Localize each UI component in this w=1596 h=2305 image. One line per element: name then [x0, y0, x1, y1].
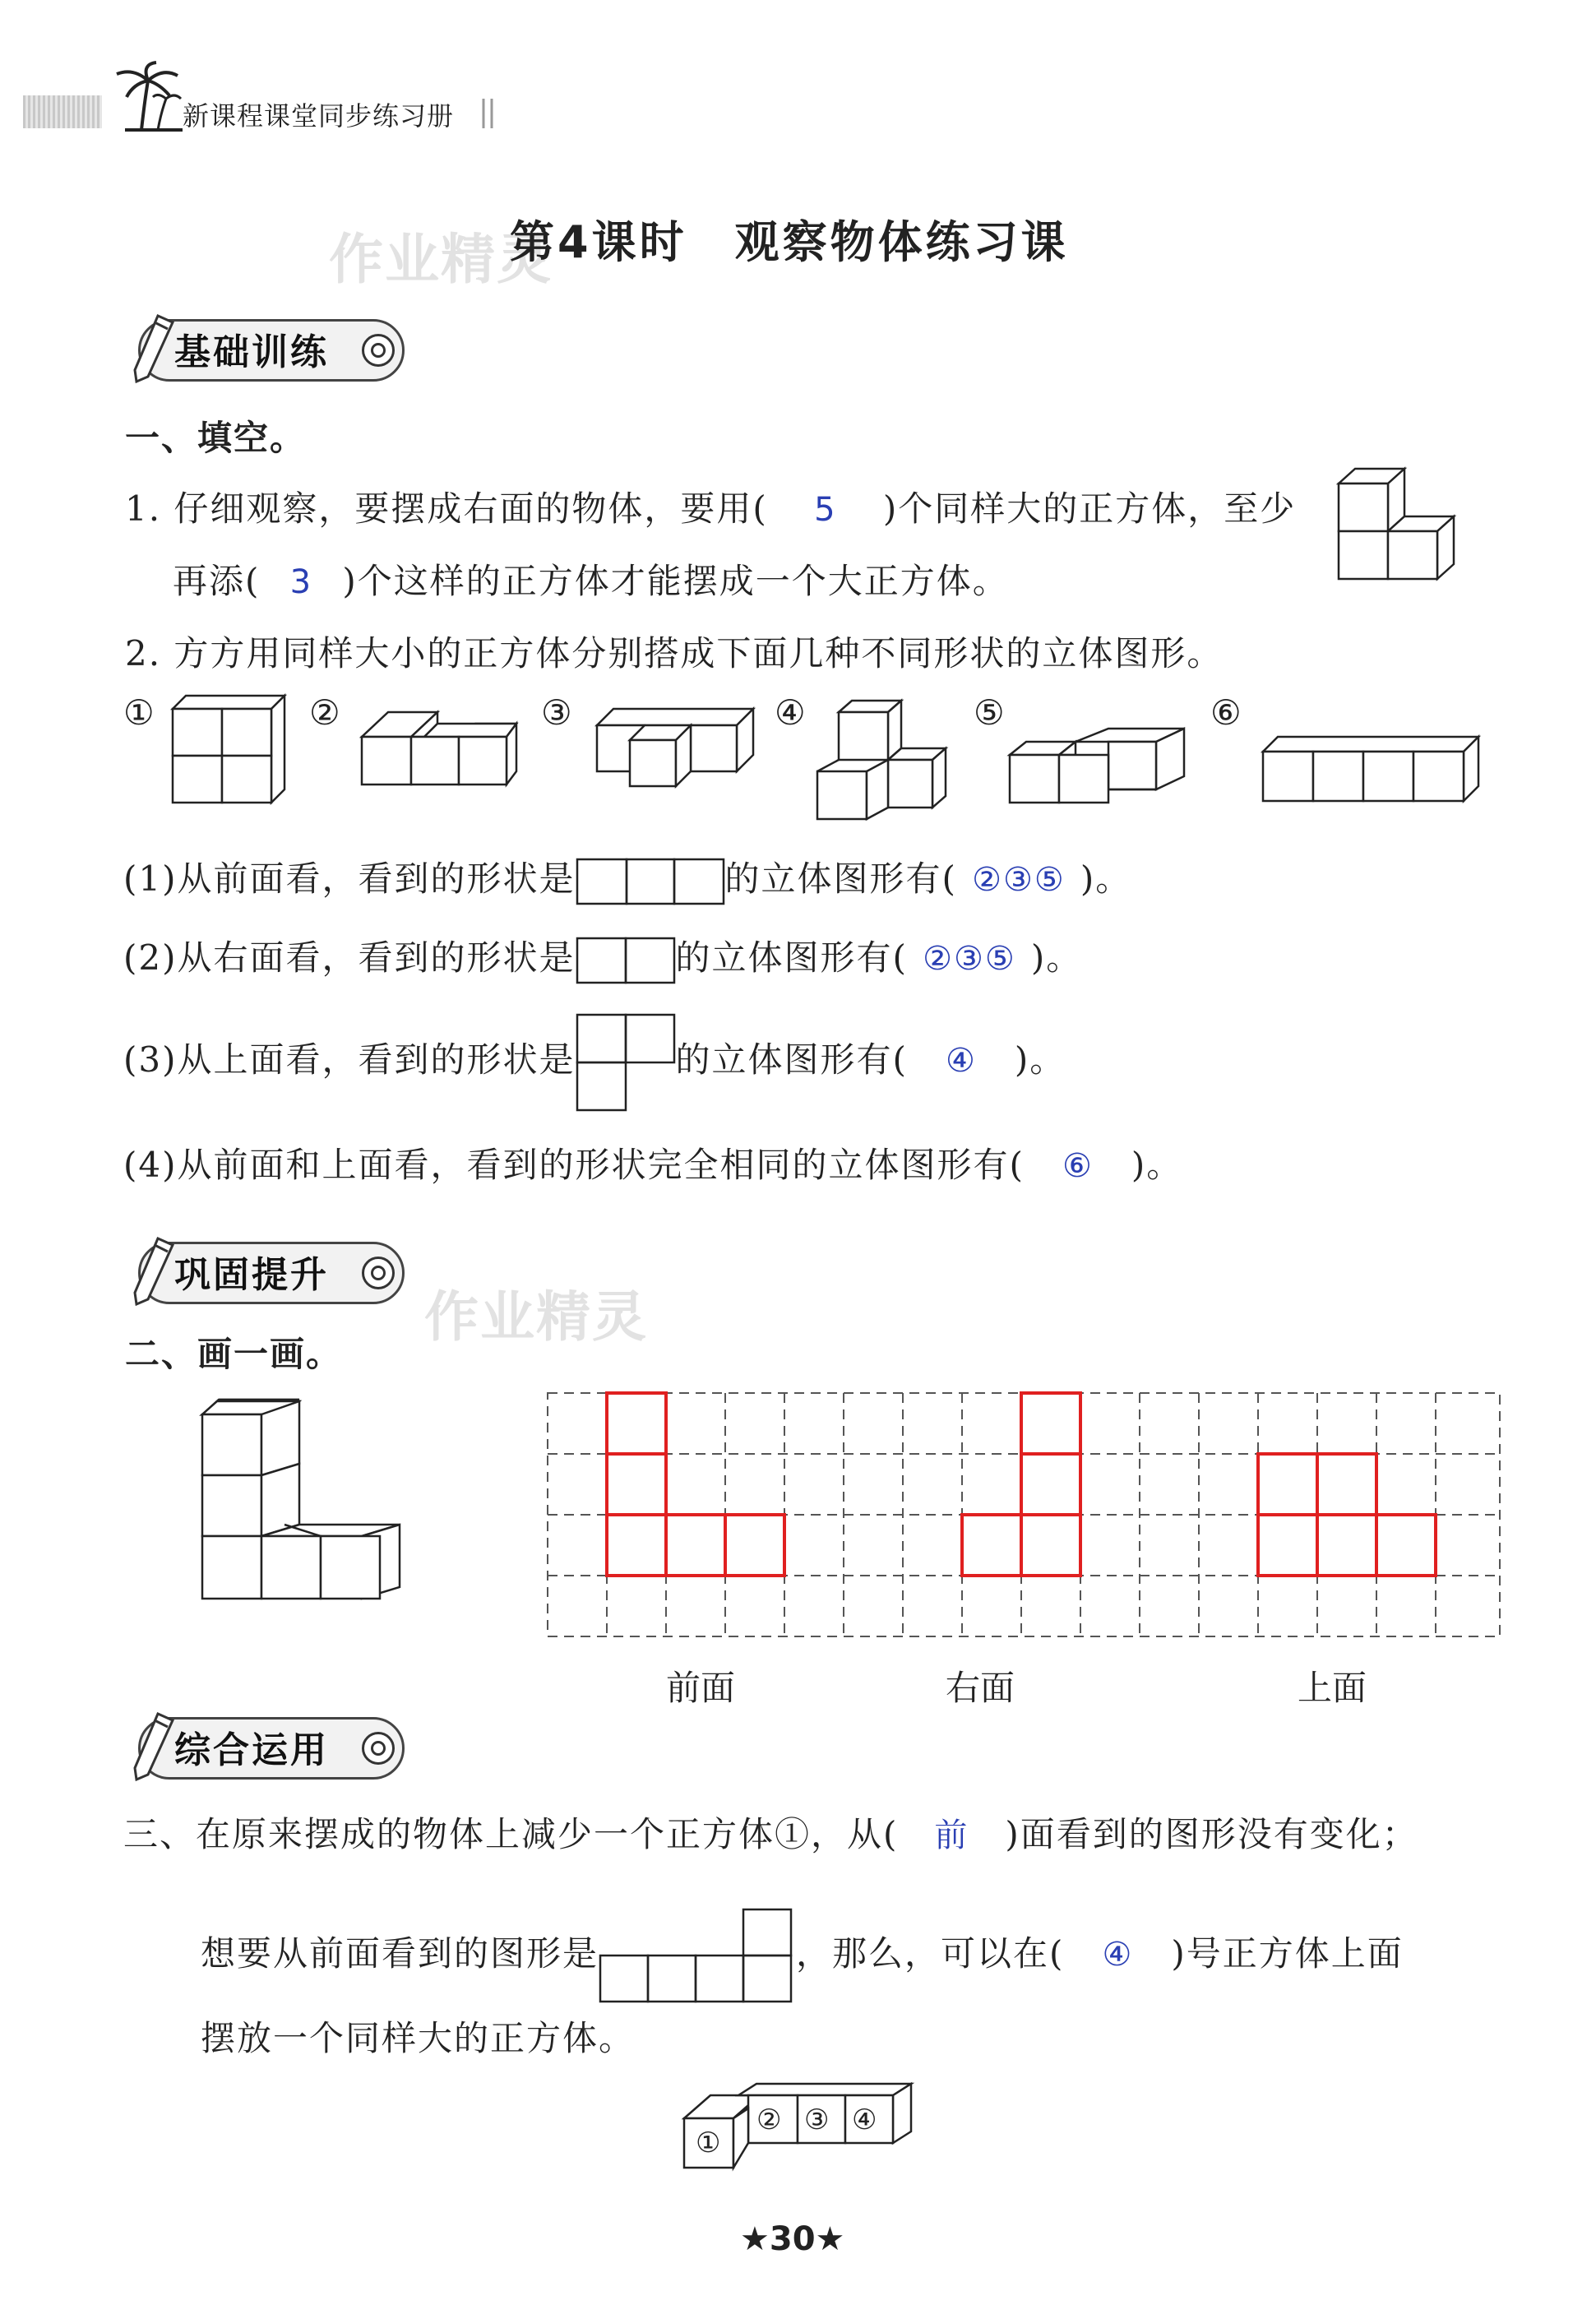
answer-front-view — [607, 1393, 784, 1576]
header-decoration — [23, 95, 102, 128]
figure-1 — [168, 691, 291, 806]
cube-label-1: ① — [696, 2127, 721, 2159]
part2-heading: 二、画一画。 — [125, 1334, 343, 1374]
sub-answer-4: ⑥ — [1062, 1147, 1094, 1185]
sub-answer-2: ②③⑤ — [923, 940, 1016, 978]
section-badge-comprehensive: 综合运用 — [120, 1709, 408, 1781]
cube-label-3: ③ — [804, 2104, 830, 2136]
answer-top-view — [1258, 1454, 1436, 1576]
part2-cube-figure — [194, 1398, 408, 1636]
shape-three-squares — [576, 858, 725, 905]
palm-tree-icon — [109, 59, 183, 133]
figure-label-3: ③ — [541, 692, 574, 733]
figure-2 — [355, 699, 520, 798]
shape-two-squares — [576, 937, 676, 984]
figure-label-2: ② — [309, 692, 342, 733]
view-label-front: 前面 — [666, 1668, 736, 1708]
figure-label-1: ① — [123, 692, 156, 733]
header-divider — [479, 97, 498, 130]
figure-label-4: ④ — [775, 692, 807, 733]
figure-6 — [1260, 730, 1482, 809]
q1-line2: 再添( 3 )个这样的正方体才能摆成一个大正方体。 — [173, 561, 1009, 601]
cube-label-2: ② — [756, 2104, 782, 2136]
sub-question-4: (4)从前面和上面看，看到的形状完全相同的立体图形有( ⑥ )。 — [123, 1145, 1183, 1185]
watermark: 作业精灵 — [329, 228, 553, 291]
watermark-2: 作业精灵 — [424, 1285, 648, 1349]
q1-line1: 1. 仔细观察，要摆成右面的物体，要用( 5 )个同样大的正方体，至少 — [125, 488, 1297, 529]
cube-label-4: ④ — [852, 2104, 877, 2136]
q1-answer-1: 5 — [814, 491, 837, 529]
star-icon: ★ — [740, 2220, 770, 2258]
figure-label-5: ⑤ — [974, 692, 1006, 733]
section-badge-basic: 基础训练 — [120, 311, 408, 383]
section-badge-consolidate: 巩固提升 — [120, 1233, 408, 1306]
view-label-right: 右面 — [946, 1668, 1015, 1708]
sub-question-2: (2)从右面看，看到的形状是 的立体图形有( ②③⑤ )。 — [123, 931, 1082, 984]
part1-heading: 一、填空。 — [125, 418, 307, 458]
part3-answer-2: ④ — [1102, 1936, 1134, 1974]
drawing-grid — [543, 1390, 1505, 1645]
book-title: 新课程课堂同步练习册 — [183, 100, 455, 132]
sub-answer-1: ②③⑤ — [972, 861, 1066, 899]
part3-line2: 想要从前面看到的图形是 ，那么，可以在( ④ )号正方体上面 — [201, 1908, 1404, 2006]
sub-question-1: (1)从前面看，看到的形状是 的立体图形有( ②③⑤ )。 — [123, 852, 1131, 905]
figure-label-6: ⑥ — [1210, 692, 1243, 733]
q2-text: 2. 方方用同样大小的正方体分别搭成下面几种不同形状的立体图形。 — [125, 633, 1224, 673]
page-title: 第4课时 观察物体练习课 — [510, 216, 1069, 268]
sub-answer-3: ④ — [945, 1042, 977, 1080]
part3-line1: 三、在原来摆成的物体上减少一个正方体①，从( 前 )面看到的图形没有变化； — [123, 1807, 1418, 1857]
answer-right-view — [962, 1393, 1080, 1576]
q1-cube-figure — [1322, 457, 1470, 605]
figure-3 — [589, 702, 761, 793]
shape-l-squares — [599, 1908, 796, 2006]
part3-line3: 摆放一个同样大的正方体。 — [201, 2018, 636, 2058]
q1-answer-2: 3 — [289, 563, 313, 601]
figure-4 — [814, 696, 962, 840]
view-label-top: 上面 — [1298, 1668, 1367, 1708]
shape-t-squares — [576, 1013, 676, 1112]
sub-question-3: (3)从上面看，看到的形状是 的立体图形有( ④ )。 — [123, 1013, 1066, 1112]
star-icon: ★ — [815, 2220, 845, 2258]
part3-answer-1: 前 — [934, 1817, 969, 1854]
figure-5 — [1005, 724, 1191, 814]
page-number: ★30★ — [740, 2220, 845, 2258]
